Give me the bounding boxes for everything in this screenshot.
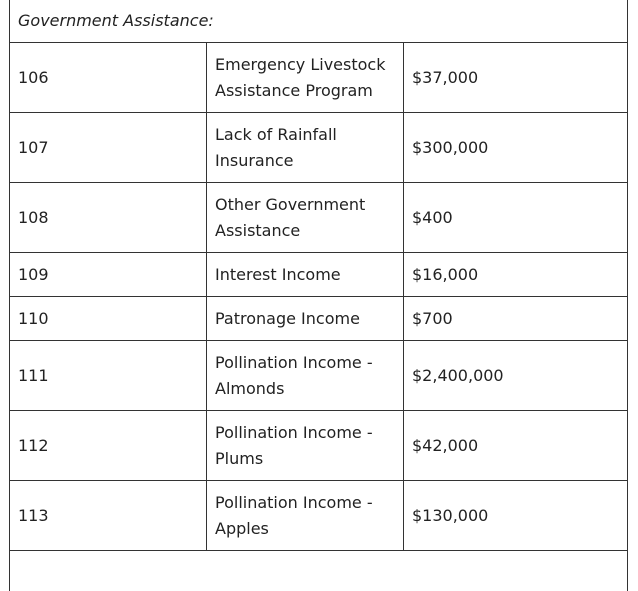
row-code: 113	[10, 481, 207, 551]
table-row-cutoff	[10, 551, 628, 591]
row-amount: $400	[404, 183, 628, 253]
row-amount: $130,000	[404, 481, 628, 551]
row-amount: $2,400,000	[404, 341, 628, 411]
row-code: 111	[10, 341, 207, 411]
cutoff-cell	[10, 551, 628, 591]
table-row	[10, 481, 628, 551]
row-code: 106	[10, 43, 207, 113]
row-amount: $700	[404, 297, 628, 341]
row-code: 109	[10, 253, 207, 297]
row-description: Emergency Livestock Assistance Program	[207, 43, 404, 113]
row-description: Other Government Assistance	[207, 183, 404, 253]
row-amount: $16,000	[404, 253, 628, 297]
row-code: 112	[10, 411, 207, 481]
table-row	[10, 341, 628, 411]
row-code: 108	[10, 183, 207, 253]
row-description: Lack of Rainfall Insurance	[207, 113, 404, 183]
row-description: Patronage Income	[207, 297, 404, 341]
row-description: Pollination Income - Apples	[207, 481, 404, 551]
row-description: Interest Income	[207, 253, 404, 297]
table-row	[10, 253, 628, 297]
table-row	[10, 43, 628, 113]
row-amount: $37,000	[404, 43, 628, 113]
row-amount: $300,000	[404, 113, 628, 183]
table-row	[10, 297, 628, 341]
row-code: 110	[10, 297, 207, 341]
income-table	[9, 0, 628, 591]
row-description: Pollination Income - Almonds	[207, 341, 404, 411]
row-amount: $42,000	[404, 411, 628, 481]
table-row	[10, 411, 628, 481]
row-code: 107	[10, 113, 207, 183]
section-title: Government Assistance:	[10, 0, 628, 43]
row-description: Pollination Income - Plums	[207, 411, 404, 481]
table-row	[10, 183, 628, 253]
section-header-row	[10, 0, 628, 43]
table-row	[10, 113, 628, 183]
